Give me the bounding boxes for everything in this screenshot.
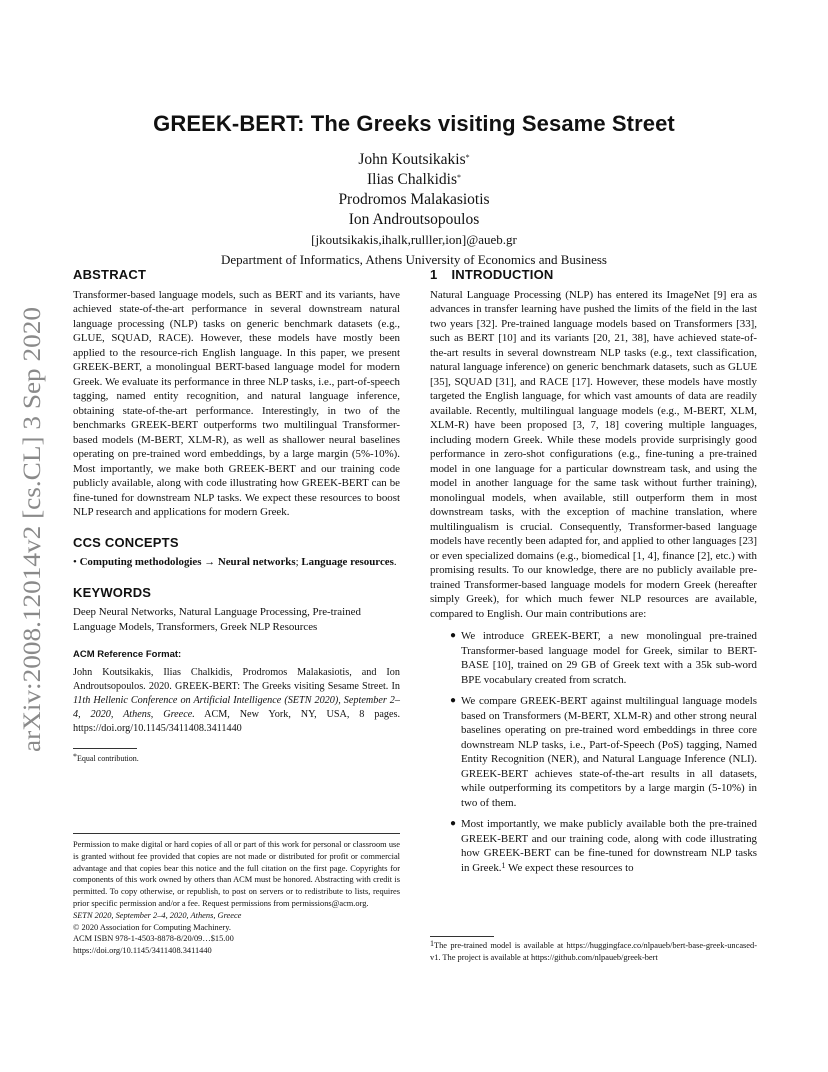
acm-ref-heading: ACM Reference Format: [73, 649, 182, 660]
permission-notice: Permission to make digital or hard copies of all or part of this work for personal or classroom use is granted without fee provided that copies are not made or distributed for profit or commercial advantage and that copies bear this notice and the full citation on the first page. Copyrights for components of this work owned by others than ACM must be honored. Abstracting with credit is permitted. To copy otherwise, or republish, to post on servers or to redistribute to lists, requires prior specific permission and/or a fee. Request permissions from permissions@acm.org. SETN 2020, September 2–4, 2020, Athens, Greece © 2020 Association for Computing Machinery. ACM ISBN 978-1-4503-8878-8/20/09…$15.00 https://doi.org/10.1145/3411408.3411440 [73, 833, 400, 957]
abstract-heading: ABSTRACT [73, 267, 147, 282]
author: John Koutsikakis* [358, 151, 470, 168]
acm-reference: John Koutsikakis, Ilias Chalkidis, Prodromos Malakasiotis, and Ion Androutsopoulos. 2020. GREEK-BERT: The Greeks visiting Sesame Street. In 11th Hellenic Conference on Artificial Intelligence (SETN 2020), September 2–4, 2020, Athens, Greece. ACM, New York, NY, USA, 8 pages. https://doi.org/10.1145/3411408.3411440 [73, 666, 400, 734]
contributions-list [430, 629, 757, 875]
intro-text: Natural Language Processing (NLP) has entered its ImageNet [9] era as advances in transfer learning have pushed the limits of the field in the last two years [32]. Pre-trained language models based on Transformers [33], such as BERT [10] and its variants [20, 21, 38], have achieved state-of-the-art results in several downstream NLP tasks (e.g., text classification, natural language inference) on generic benchmark datasets, such as GLUE [35], SQUAD [31], and RACE [17]. However, these models have mostly targeted the English language, for which vast amounts of data are readily available. Recently, multilingual language models (e.g., M-BERT, XLM, XLM-R) have been proposed [3, 7, 18] covering multiple languages, including modern Greek. While these models provide surprisingly good performance in zero-shot configurations (e.g., fine-tuning a pre-trained model in one language for a particular downstream task, and using the model in another language for the same task without further training), monolingual models, when available, still outperform them in most downstream tasks, with the exception of machine translation, where multilingualism is crucial. Consequently, Transformer-based language models have recently been adapted for, and applied to other languages [23] or even specialized domains (e.g., biomedical [1, 4], finance [2], etc.) with promising results. To our knowledge, there are no publicly available pre-trained Transformer-based language models for modern Greek (hereafter simply Greek), for which much fewer NLP resources are available, compared to English. Our main contributions are: [430, 288, 757, 620]
author-email: [jkoutsikakis,ihalk,rulller,ion]@aueb.gr [311, 232, 517, 247]
left-column [73, 268, 400, 764]
author-block [0, 150, 828, 270]
keywords-text: Deep Neural Networks, Natural Language Processing, Pre-trained Language Models, Transformers, Greek NLP Resources [73, 606, 361, 633]
author: Ion Androutsopoulos [348, 211, 480, 228]
author: Prodromos Malakasiotis [338, 191, 490, 208]
right-column [430, 268, 757, 882]
list-item: ● Most importantly, we make publicly available both the pre-trained GREEK-BERT and our training code, along with code illustrating how GREEK-BERT can be fine-tuned for downstream NLP tasks in Greek.$^1$ We expect these resources to [450, 818, 757, 874]
abstract-text: Transformer-based language models, such as BERT and its variants, have achieved state-of-the-art performance in several downstream natural language processing (NLP) tasks on generic benchmark datasets (e.g., GLUE, SQUAD, RACE). However, these models have mostly been applied to the resource-rich English language. In this paper, we present GREEK-BERT, a monolingual BERT-based language model for modern Greek. We evaluate its performance in three NLP tasks, i.e., part-of-speech tagging, named entity recognition, and natural language inference, obtaining state-of-the-art performance. Interestingly, in two of the benchmarks GREEK-BERT outperforms two multilingual Transformer-based models (M-BERT, XLM-R), as well as shallower neural baselines operating on pre-trained word embeddings, by a large margin (5%-10%). Most importantly, we make both GREEK-BERT and our training code publicly available, along with code illustrating how GREEK-BERT can be fine-tuned for downstream NLP tasks. We expect these resources to boost NLP research and applications for modern Greek. [73, 288, 400, 518]
arxiv-stamp [2, 300, 57, 780]
intro-heading: 1 INTRODUCTION [430, 267, 554, 282]
paper-title: GREEK-BERT: The Greeks visiting Sesame Street [153, 111, 675, 136]
list-item: ● We compare GREEK-BERT against multilingual language models based on Transformers (M-BERT, XLM-R) and other strong neural baselines operating on pre-trained word embeddings in three core downstream NLP tasks, i.e., Part-of-Speech (PoS) tagging, Named Entity Recognition (NER), and Natural Language Inference (NLI). GREEK-BERT achieves state-of-the-art results in all datasets, while outperforming its competitors by a large margin (5-10%) in two of them. [450, 695, 757, 809]
affiliation: Department of Informatics, Athens University of Economics and Business [221, 252, 607, 267]
footnote-right: $^1$The pre-trained model is available at https://huggingface.co/nlpaueb/bert-base-greek-uncased-v1. The project is available at https://github.com/nlpaueb/greek-bert [430, 936, 757, 964]
arxiv-id: arXiv:2008.12014v2 [cs.CL] 3 Sep 2020 [19, 343, 46, 752]
author: Ilias Chalkidis* [367, 171, 461, 188]
keywords-heading: KEYWORDS [73, 584, 152, 600]
ccs-concepts: • Computing methodologies → Neural networks; Language resources. [73, 556, 397, 568]
footnote-rule [73, 748, 137, 749]
ccs-heading: CCS CONCEPTS [73, 534, 179, 550]
footnote-equal-contribution: *Equal contribution. [73, 751, 139, 763]
list-item: ● We introduce GREEK-BERT, a new monolingual pre-trained Transformer-based language model for Greek, similar to BERT-BASE [10], trained on 29 GB of Greek text with a 35k sub-word BPE vocabulary created from scratch. [450, 630, 757, 686]
